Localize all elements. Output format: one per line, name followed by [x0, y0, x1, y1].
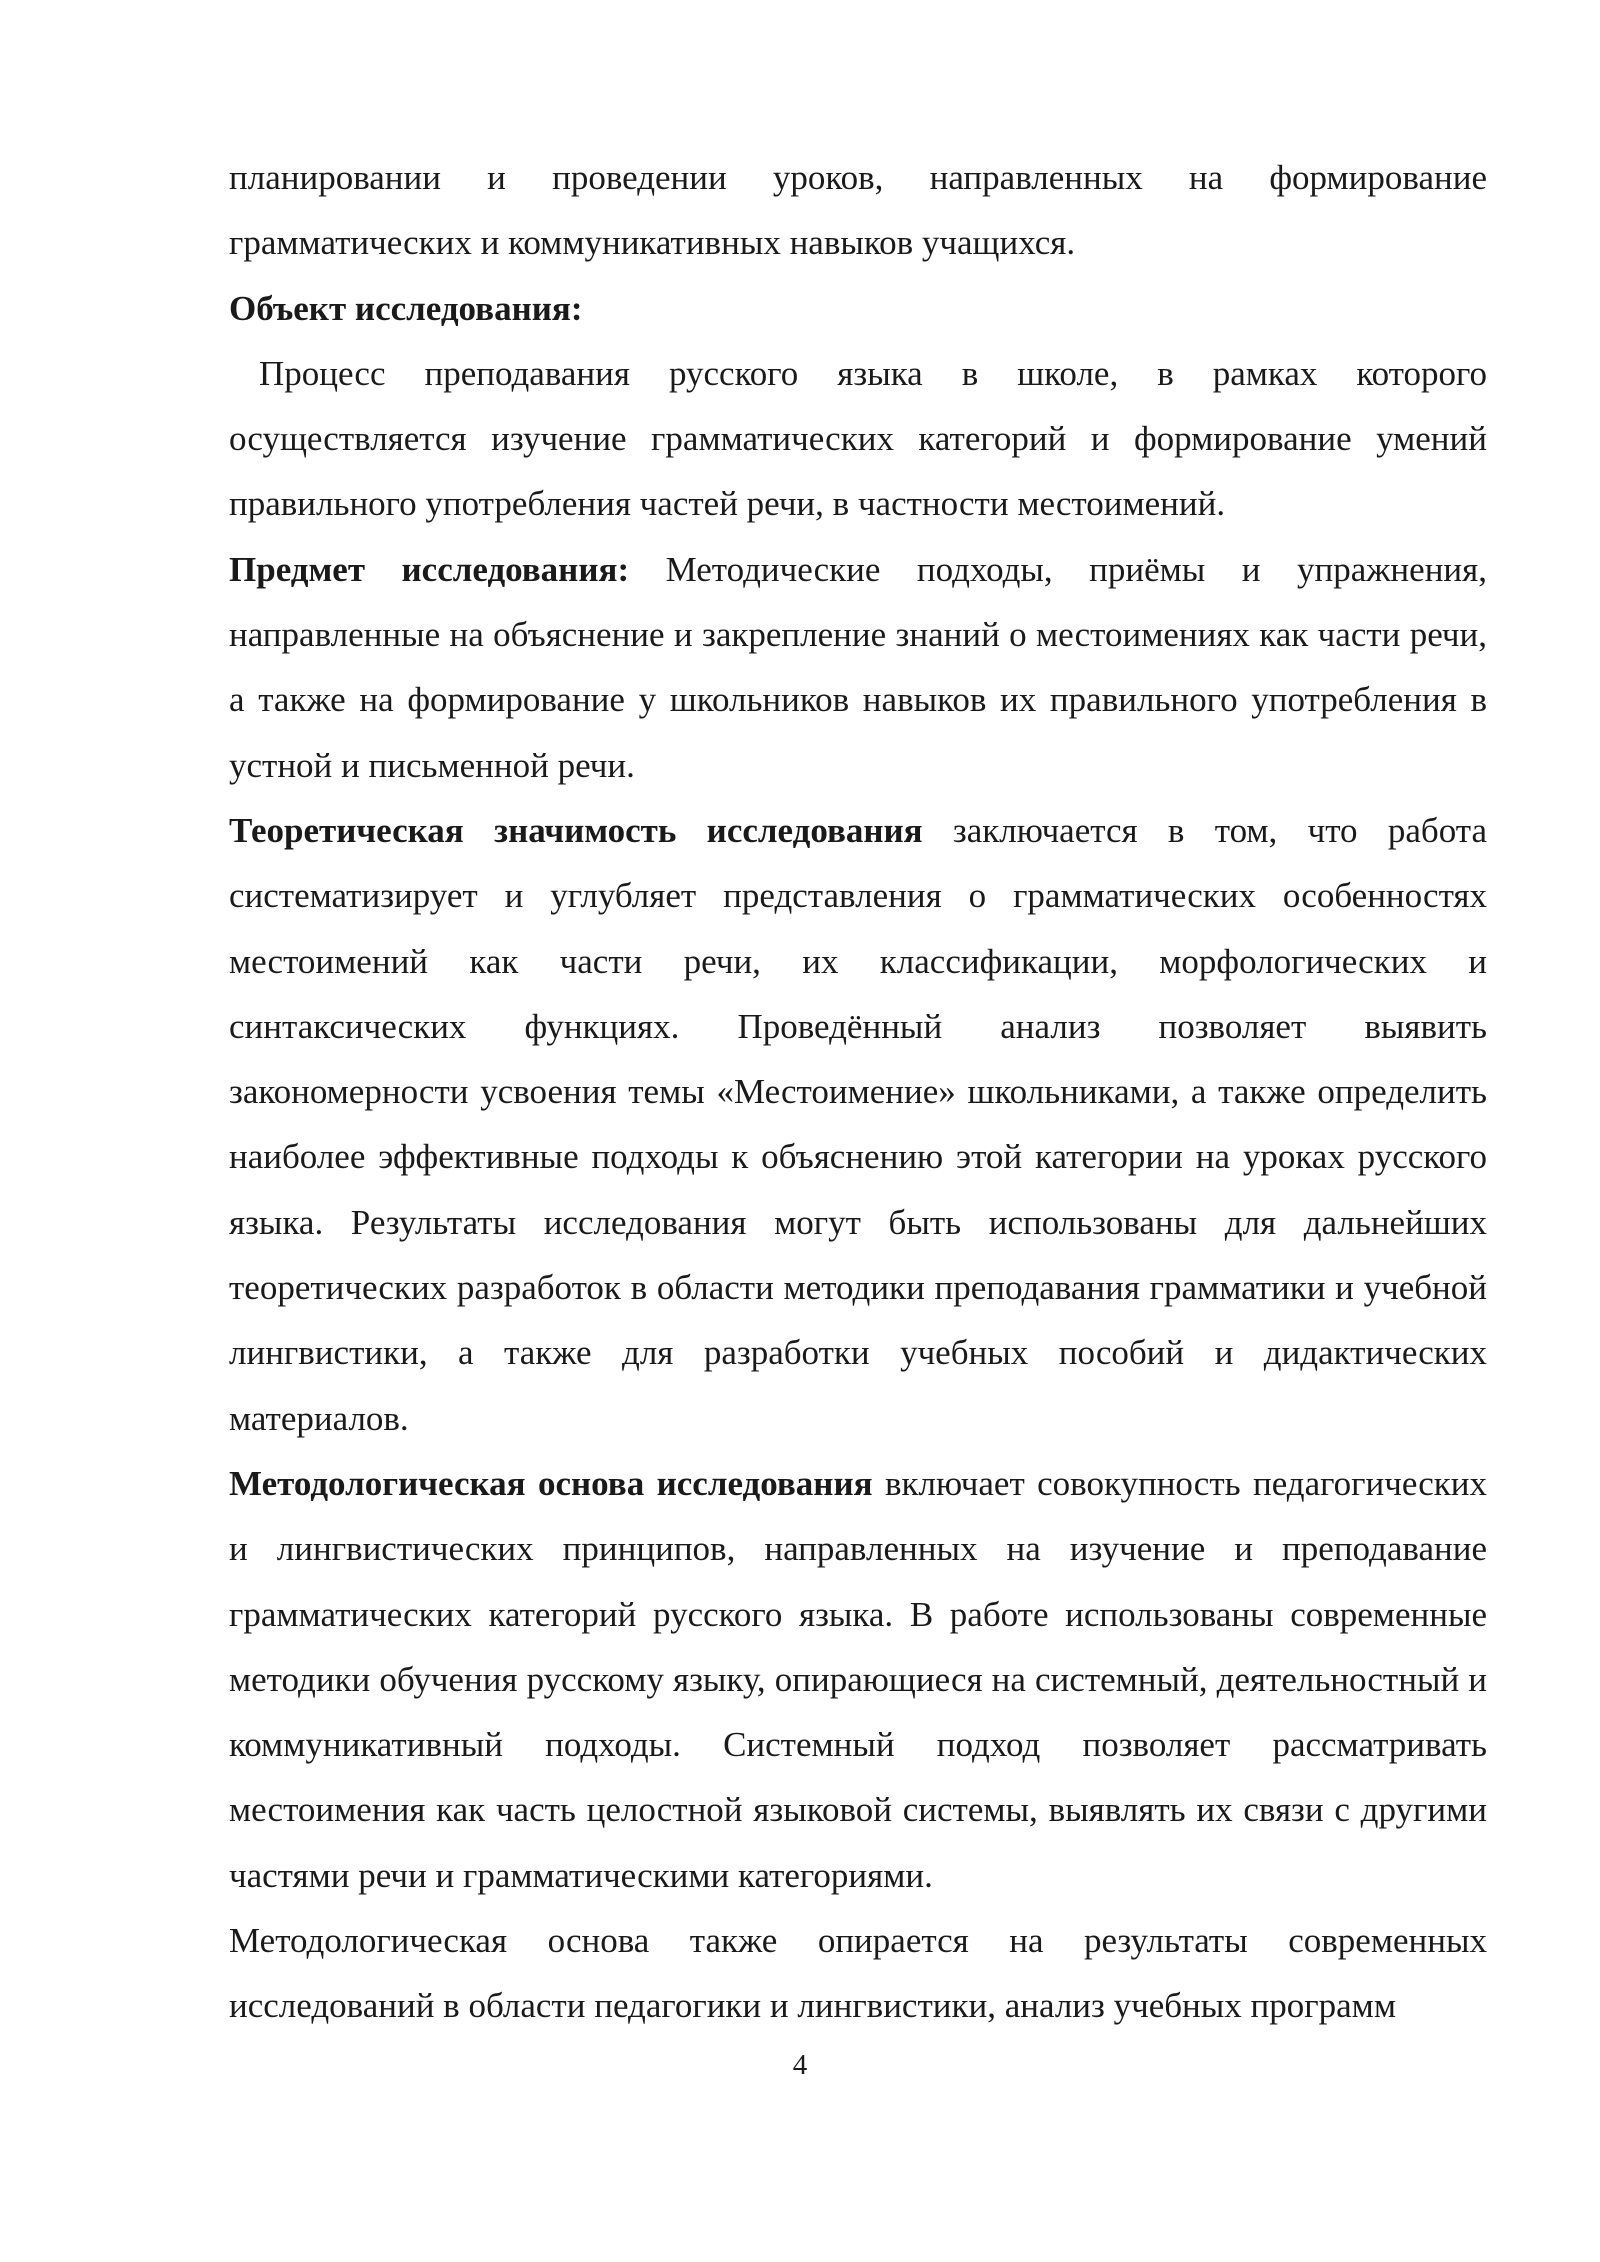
- paragraph-text: включает совокупность педагогических и лингвистических принципов, направленных на изучение и преподавание грамматических категорий русского языка. В работе использованы современные методики обучения русскому языку, опирающиеся на системный, деятельностный и коммуникативный подходы. Системный подход позволяет рассматривать местоимения как часть целостной языковой системы, выявлять их связи с другими частями речи и грамматическими категориями.: [229, 1463, 1487, 1895]
- paragraph-object: [229, 341, 1487, 537]
- method-heading: Методологическая основа исследования: [229, 1463, 873, 1503]
- subject-heading: Предмет исследования:: [229, 549, 630, 589]
- heading-text: Объект исследования:: [229, 288, 583, 328]
- paragraph-methodology-continued: [229, 1908, 1487, 2039]
- page-body: [229, 145, 1487, 2039]
- paragraph-text: заключается в том, что работа систематизирует и углубляет представления о грамматических особенностях местоимений как части речи, их классификации, морфологических и синтаксических функциях. Проведённый анализ позволяет выявить закономерности усвоения темы «Местоимение» школьниками, а также определить наиболее эффективные подходы к объяснению этой категории на уроках русского языка. Результаты исследования могут быть использованы для дальнейших теоретических разработок в области методики преподавания грамматики и учебной лингвистики, а также для разработки учебных пособий и дидактических материалов.: [229, 810, 1487, 1438]
- paragraph-text: Методологическая основа также опирается на результаты современных исследований в области педагогики и лингвистики, анализ учебных программ: [229, 1921, 1487, 2026]
- paragraph-text: Методические подходы, приёмы и упражнения, направленные на объяснение и закрепление знаний о местоимениях как части речи, а также на формирование у школьников навыков их правильного употребления в устной и письменной речи.: [229, 549, 1487, 785]
- paragraph-text: планировании и проведении уроков, направленных на формирование грамматических и коммуникативных навыков учащихся.: [229, 158, 1487, 263]
- paragraph-theoretical-significance: [229, 798, 1487, 1451]
- paragraph-lessons-planning: [229, 145, 1487, 276]
- paragraph-methodology: [229, 1451, 1487, 1908]
- page-number: 4: [792, 2049, 808, 2081]
- theory-heading: Теоретическая значимость исследования: [229, 810, 923, 850]
- object-heading: [229, 276, 1487, 341]
- paragraph-subject: [229, 537, 1487, 798]
- paragraph-text: Процесс преподавания русского языка в школе, в рамках которого осуществляется изучение грамматических категорий и формирование умений правильного употребления частей речи, в частности местоимений.: [229, 353, 1487, 524]
